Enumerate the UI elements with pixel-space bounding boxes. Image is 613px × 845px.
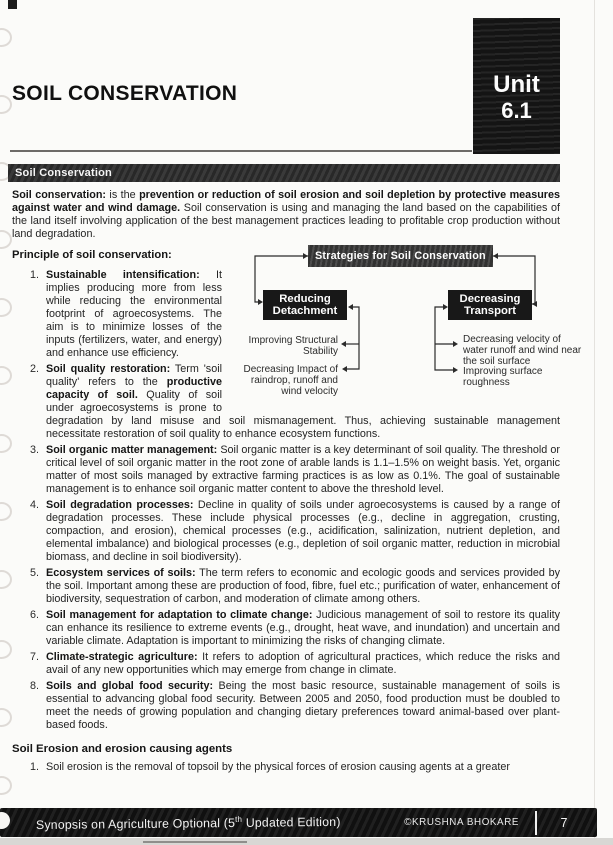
item-number: 6. (29, 609, 39, 621)
intro-plain-1: is the (106, 189, 140, 201)
intro-plain-2: Soil conservation is using and managing the land based on the capabilities of the land itself involving application of the best management practices leading to profitable crop production without land degradation. (12, 202, 560, 240)
item-number: 3. (29, 444, 39, 456)
item-lead: Soils and global food security: (46, 680, 214, 692)
binding-ring-mark (0, 434, 12, 453)
binding-ring-mark (0, 776, 12, 795)
footer-title-sup: th (234, 814, 243, 824)
item-body: Soil organic matter is a key determinant of soil quality. The threshold or critical level of soil organic matter in the root zone of arable lands is 1.1–1.5% on weight basis. Yet, organic matter of most soils managed by extractive farming practices is as low as 0.1%. The goal of sustainable management is to enhance soil organic matter content to above the threshold level. (46, 444, 560, 495)
principle-item-7 (29, 651, 560, 677)
principle-item-5 (29, 567, 560, 606)
intro-paragraph (12, 189, 560, 241)
principles-heading: Principle of soil conservation: (12, 249, 172, 261)
principle-item-3 (29, 444, 560, 496)
diagram-sub-item: Improving surface roughness (463, 366, 543, 388)
page-number: 7 (560, 815, 568, 830)
scan-edge-line (594, 0, 595, 845)
scan-mark (8, 0, 17, 9)
item-bold-phrase: productive capacity of soil. (46, 376, 222, 401)
diagram-sub-item: Decreasing Impact of raindrop, runoff and wind velocity (243, 364, 338, 397)
principle-item-1 (29, 269, 560, 360)
item-body: It refers to adoption of agricultural practices, which reduce the risks and avail of any new opportunities which may emerge from change in climate. (46, 651, 560, 676)
item-lead: Soil degradation processes: (46, 499, 194, 511)
item-body: Soil erosion is the removal of topsoil by the physical forces of erosion causing agents at a greater (46, 761, 510, 773)
footer-title-text: Synopsis on Agriculture Optional (5 (35, 815, 236, 832)
item-lead: Ecosystem services of soils: (46, 567, 196, 579)
binding-ring-mark (0, 502, 12, 521)
erosion-list (12, 761, 560, 774)
diagram-box-decreasing-transport: Decreasing Transport (448, 290, 532, 320)
item-body: Being the most basic resource, sustainable management of soils is essential to advancing global food security. Between 2005 and 2050, food production must be doubled to meet the needs of growing population and changing dietary preferences toward animal-based over plant-based foods. (46, 680, 560, 731)
footer-copyright: ©KRUSHNA BHOKARE (404, 817, 519, 828)
principles-section (12, 249, 582, 735)
unit-word: Unit (493, 71, 540, 98)
binding-ring-mark (0, 640, 12, 659)
binding-ring-mark (0, 28, 12, 47)
binding-ring-mark (0, 230, 12, 249)
scan-bottom-strip (0, 838, 613, 845)
binding-ring-mark (0, 570, 12, 589)
item-lead: Soil organic matter management: (46, 444, 218, 456)
binding-ring-mark (0, 366, 12, 385)
item-body: Term 'soil quality' refers to the (46, 363, 222, 388)
principle-item-4 (29, 499, 560, 564)
item-number: 1. (29, 269, 39, 281)
unit-number: 6.1 (501, 98, 532, 123)
page-content (12, 189, 582, 777)
item-number: 2. (29, 363, 39, 375)
item-body: Decline in quality of soils under agroecosystems is caused by a range of degradation processes. These include physical processes (e.g., decline in aggregation, crusting, compaction, and erosion), chemical processes (e.g., acidification, salinization, nutrient depletion, and elemental imbalance) and biological processes (e.g., depletion of soil organic matter, reduction in microbial biomass, and decline in soil biodiversity). (46, 499, 560, 563)
header-rule (10, 150, 472, 152)
footer-book-title (36, 813, 404, 832)
item-body: Quality of soil under agroecosystems is prone to degradation by land misuse and soil mismanagement. Thus, achieving sustainable management necessitate restoration of soil quality to enhance ecosystem functions. (46, 389, 560, 440)
item-lead: Climate-strategic agriculture: (46, 651, 198, 663)
diagram-title-box: Strategies for Soil Conservation (308, 245, 493, 267)
item-lead: Sustainable intensification: (46, 269, 200, 281)
diagram-sub-item: Improving Structural Stability (248, 335, 338, 357)
principle-item-6 (29, 609, 560, 648)
item-body: The term refers to economic and ecologic goods and services provided by the soil. Important among these are production of food, fibre, fuel etc.; purification of water, enhancement of biodiversity, sequestration of carbon, and moderation of climate among others. (46, 567, 560, 605)
diagram-sub-item: Decreasing velocity of water runoff and wind near the soil surface (463, 334, 582, 367)
item-lead: Soil quality restoration: (46, 363, 171, 375)
item-lead: Soil management for adaptation to climate change: (46, 609, 313, 621)
binding-ring-mark (0, 298, 12, 317)
footer-title-text: Updated Edition) (242, 814, 341, 830)
unit-badge (473, 18, 560, 154)
footer-bar (0, 808, 597, 837)
item-body: Judicious management of soil to restore its quality can enhance its resilience to extreme events (e.g., drought, heat wave, and inundation) and uncertain and variable climate. Adaptation is important to minimizing the risks of changing climate. (46, 609, 560, 647)
item-body: It implies producing more from less while reducing the environmental footprint of agroecosystems. The aim is to minimize losses of the inputs (fertilizers, water, and energy) and enhance use efficiency. (46, 269, 222, 359)
section-banner: Soil Conservation (8, 164, 560, 182)
item-number: 5. (29, 567, 39, 579)
binding-ring-mark (0, 708, 12, 727)
item-number: 8. (29, 680, 39, 692)
principles-list (12, 269, 560, 732)
page-title: SOIL CONSERVATION (12, 82, 238, 105)
item-number: 1. (29, 761, 39, 773)
principle-item-2 (29, 363, 560, 441)
item-number: 7. (29, 651, 39, 663)
binding-ring-mark (0, 95, 12, 114)
erosion-item-1 (29, 761, 560, 774)
intro-bold-1: prevention or reduction of soil erosion and soil depletion by protective measures against water and wind damage. (12, 189, 560, 214)
intro-lead: Soil conservation: (12, 189, 107, 201)
scan-bottom-line (143, 841, 247, 843)
erosion-heading: Soil Erosion and erosion causing agents (12, 743, 233, 755)
item-number: 4. (29, 499, 39, 511)
principle-item-8 (29, 680, 560, 732)
diagram-box-reducing-detachment: Reducing Detachment (263, 290, 347, 320)
